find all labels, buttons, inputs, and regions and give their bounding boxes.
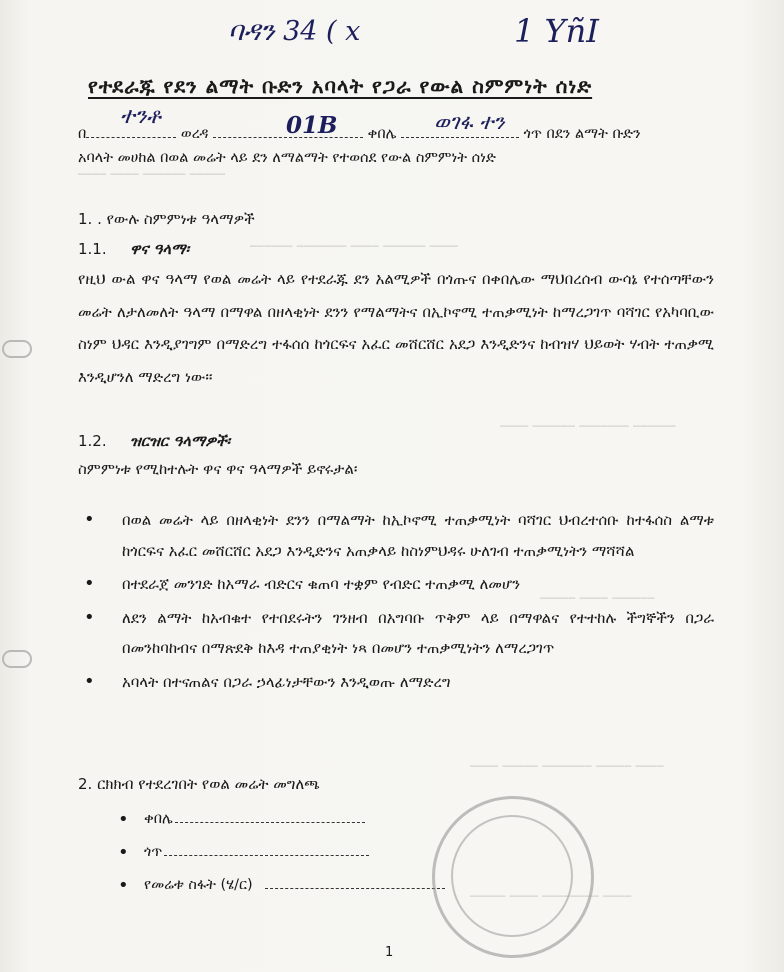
section-1-2-title: ዝርዝር ዓላማዎች፡ xyxy=(130,432,231,450)
section-1-2-number: 1.2. xyxy=(78,432,107,450)
staple-mark xyxy=(2,340,32,358)
staple-mark xyxy=(2,650,32,668)
objective-item: • በተደራጀ መንገድ ከአማራ ብድርና ቁጠባ ተቋም የብድር ተጠቃሚ ለመሆን xyxy=(78,569,714,600)
intro-prefix: በ xyxy=(78,126,87,142)
kebele-item xyxy=(118,803,445,836)
got-item xyxy=(118,836,445,869)
bleed-through: ────── ─────── ──── ────── ──── xyxy=(250,240,459,253)
land-description-list xyxy=(118,803,445,902)
handwritten-fill-1: ተንቶ xyxy=(120,104,161,129)
got-item-label: ጎጥ xyxy=(144,844,163,860)
section-1-heading: 1. . የውሉ ስምምነቱ ዓላማዎች xyxy=(78,210,255,228)
bleed-through: ──── ────── ─────── ────── xyxy=(500,420,676,433)
kebele-item-blank xyxy=(175,810,365,823)
bleed-through: ──── ──── ────── ───── xyxy=(78,168,226,181)
section-1-1-number: 1.1. xyxy=(78,240,107,258)
section-2-heading: 2. ርክክብ የተደረገበት የወል መሬት መግለጫ xyxy=(78,775,320,793)
section-1-1-title: ዋና ዓላማ፡ xyxy=(130,240,190,258)
handwritten-reference: ባዳን 34 ( x xyxy=(228,16,361,47)
intro-suffix: ጎጥ በደን ልማት ቡድን xyxy=(523,126,641,142)
intro-line-1 xyxy=(78,125,641,142)
bleed-through: ───── ──── ────── xyxy=(540,592,655,605)
bleed-through: ──── ───── ─────── ───── ──── xyxy=(470,760,665,773)
objective-item: • አባላት በተናጠልና በጋራ ኃላፊነታቸውን እንዲወጡ ለማድረግ xyxy=(78,667,714,698)
land-area-item-blank xyxy=(265,876,445,889)
kebele-item-label: ቀበሌ xyxy=(144,811,173,827)
handwritten-fill-2: 01B xyxy=(286,112,338,139)
objective-item: • ለደን ልማት ከአብቁተ የተበደሩትን ገንዘብ በአግባቡ ጥቅም ላይ በማዋልና የተተከሉ ችግኞችን በጋራ በመንከባከብና በማጽደቅ ከእዳ ተጠያቂነት ነጻ በመሆን ተጠቃሚነትን ለማረጋገጥ xyxy=(78,603,714,664)
land-area-item xyxy=(118,869,445,902)
handwritten-fill-3: ወገፋ ተን xyxy=(434,110,505,134)
specific-objectives-list xyxy=(78,505,714,700)
handwritten-mark: 1 YñI xyxy=(514,12,599,50)
official-stamp xyxy=(432,796,594,958)
kebele-label: ቀበሌ xyxy=(367,126,397,142)
document-title: የተደራጁ የደን ልማት ቡድን አባላት የጋራ የውል ስምምነት ሰነድ xyxy=(88,74,593,98)
land-area-item-label: የመሬቱ ስፋት (ሄ/ር) xyxy=(144,877,253,893)
woreda-label: ወረዳ xyxy=(180,126,209,142)
intro-line-2: አባላት መሀከል በወል መሬት ላይ ደን ለማልማት የተወሰደ የውል ስምምነት ሰነድ xyxy=(78,150,496,166)
bleed-through: ───── ──── ──────── ──── xyxy=(470,890,632,903)
specific-objectives-lead: ስምምነቱ የሚከተሉት ዋና ዋና ዓላማዎች ይኖሩታል፡ xyxy=(78,460,358,478)
main-objective-paragraph: የዚህ ውል ዋና ዓላማ የወል መሬት ላይ የተደራጁ ደን አልሚዎች በጎጡና በቀበሌው ማህበረሰብ ውሳኔ የተሰጣቸውን መሬት ለታለመለት ዓላማ በማዋል በዘላቂነት ደንን የማልማትና በኢኮኖሚ ተጠቃሚነት ከማረጋገጥ ባሻገር የአካባቢው ስነም ህዳር እንዲያገግም በማድረግ ተፋሰሰ ከጎርፍና አፈር መሸርሸር አደጋ እንዲድንና ከብዝሃ ህይወት ሃብት ተጠቃሚ እንዲሆንለ ማድረግ ነው፡፡ xyxy=(78,270,714,386)
page-number: 1 xyxy=(385,945,394,960)
got-item-blank xyxy=(164,843,369,856)
objective-item: • በወል መሬት ላይ በዘላቂነት ደንን በማልማት ከኢኮኖሚ ተጠቃሚነት ባሻገር ህብረተሰቡ ከተፋሰስ ልማቱ ከጎርፍና አፈር መሸርሸር አደጋ እንዲድንና አጠቃላይ ከስነምህዳሩ ሁለገብ ተጠቃሚነትን ማሻሻል xyxy=(78,505,714,566)
